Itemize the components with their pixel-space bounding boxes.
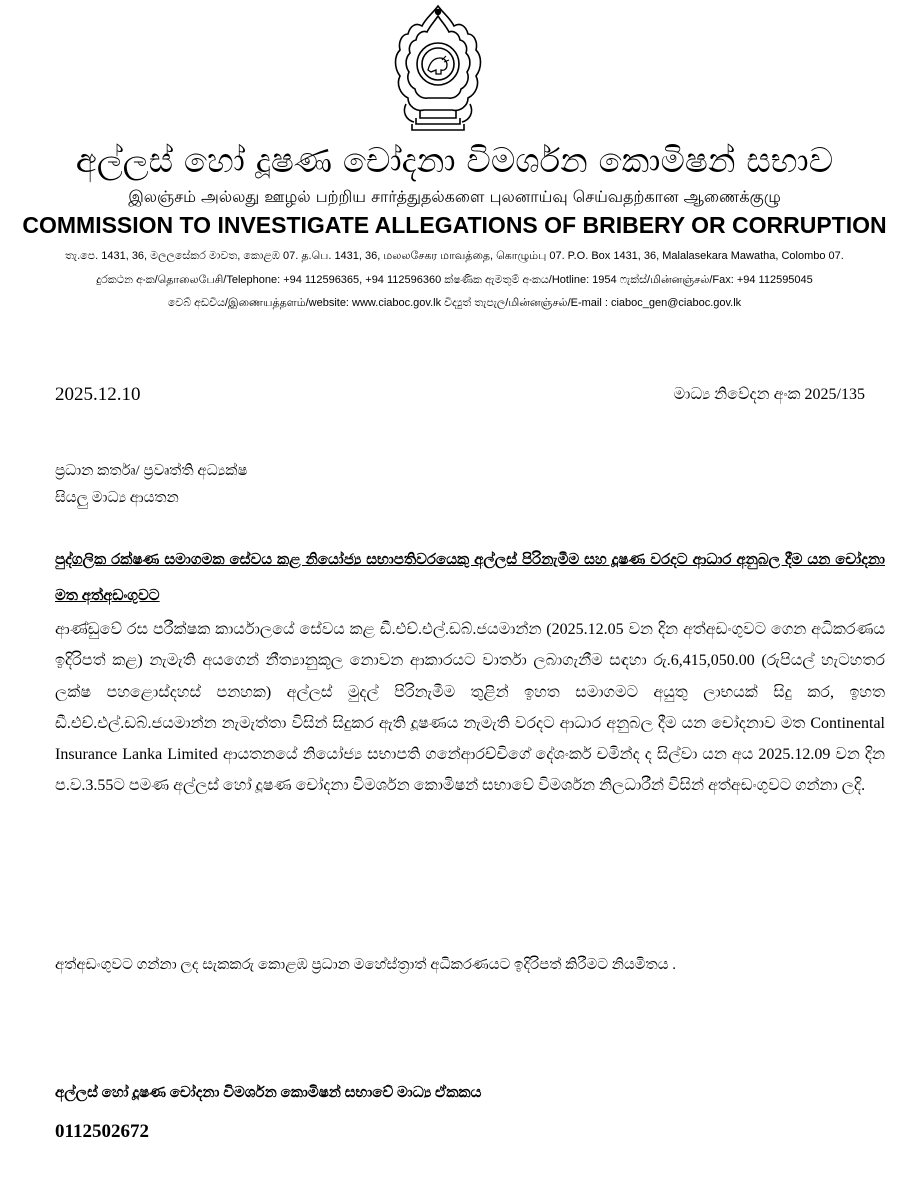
signature-unit: අල්ලස් හෝ දූෂණ චෝදනා විමර්ශන කොමිෂන් සභාවේ මාධ්‍ය ඒකකය (55, 1085, 482, 1101)
organization-name-tamil: இலஞ்சம் அல்லது ஊழல் பற்றிய சார்த்துதல்களை புலனாய்வு செய்வதற்கான ஆணைக்குழு (128, 187, 781, 206)
national-emblem-icon (392, 4, 484, 132)
body-paragraph-1: ආණ්ඩුවේ රස පරීක්ෂක කාර්යාලයේ සේවය කළ ඩී.එච්.එල්.ඩබ්.ජයමාන්න (2025.12.05 වන දින අත්අඩංගුවට ගෙන අධිකරණය ඉදිරිපත් කළ) නැමැති අයගෙන් නීත්‍යානුකූල නොවන ආකාරයට වාර්තා ලබාගැනීම සඳහා රු.6,415,050.00 (රුපියල් හැටහතර ලක්ෂ පහළොස්දහස් පනහක) අල්ලස් මුදල් පිරිනැමීම තුළින් ඉහත සමාගමට අයුතු ලාභයක් සිදු කර, ඉහත ඩී.එච්.එල්.ඩබ්.ජයමාන්න නැමැත්තා විසින් සිදුකර ඇති දූෂණය නැමැති වරදට ආධාර අනුබල දීම යන චෝදනාව මත Continental Insurance Lanka Limited ආයතනයේ නියෝජ්‍ය සභාපති ගනේආරච්චිගේ දේශංකර් චමින්ද ද සිල්වා යන අය 2025.12.09 වන දින ප.ව.3.55ට පමණ අල්ලස් හෝ දූෂණ චෝදනා විමර්ශන කොමිෂන් සභාවේ විමර්ශන නිලධාරීන් විසින් අත්අඩංගුවට ගන්නා ලදි. (55, 621, 885, 795)
press-release-number: මාධ්‍ය නිවේදන අංක 2025/135 (673, 386, 865, 403)
press-release-headline: පුද්ගලික රක්ෂණ සමාගමක සේවය කළ නියෝජ්‍ය සභාපතිවරයෙකු අල්ලස් පිරිනැමීම සහ දූෂණ වරදට ආධාර අනුබල දීම යන චෝදනා මත අත්අඩංගුවට (55, 552, 885, 604)
web-and-email: වෙබ් අඩවිය/இணையத்தளம்/website: www.ciaboc.gov.lk විද්‍යුත් තැපැල/மின்னஞ்சல்/E-mail : ciaboc_gen@ciaboc.gov.lk (167, 297, 742, 309)
signature-telephone: 0112502672 (55, 1121, 149, 1142)
organization-name-english: COMMISSION TO INVESTIGATE ALLEGATIONS OF BRIBERY OR CORRUPTION (22, 212, 887, 238)
addressee-line-1: ප්‍රධාන කර්තෘ/ ප්‍රවෘත්ති අධ්‍යක්ෂ (55, 463, 248, 479)
body-paragraph-2: අත්අඩංගුවට ගන්නා ලද සැකකරු කොළඹ ප්‍රධාන මහේස්ත්‍රාත් අධිකරණයට ඉදිරිපත් කිරීමට නියමිතය . (55, 957, 677, 973)
postal-address: තැ.පෙ. 1431, 36, මලලසේකර මාවත, කොළඹ 07. த.பெ. 1431, 36, மலலசேகர மாவத்தை, கொழும்பு 07. P.O. Box 1431, 36, Malalasekara Mawatha, Colombo 07. (65, 250, 844, 262)
addressee-line-2: සියලු මාධ්‍ය ආයතන (55, 490, 179, 506)
contact-numbers: දුරකථන අංක/தொலைபேசி/Telephone: +94 112596365, +94 112596360 ක්ෂණික ඇමතුම් අංකය/Hotline: 1954 ෆැක්ස්/மின்னஞ்சல்/Fax: +94 112595045 (96, 274, 813, 286)
organization-name-sinhala: අල්ලස් හෝ දූෂණ චෝදනා විමර්ශන කොමිෂන් සභාව (75, 141, 834, 181)
addressee (55, 458, 248, 512)
letter-date: 2025.12.10 (55, 384, 141, 405)
